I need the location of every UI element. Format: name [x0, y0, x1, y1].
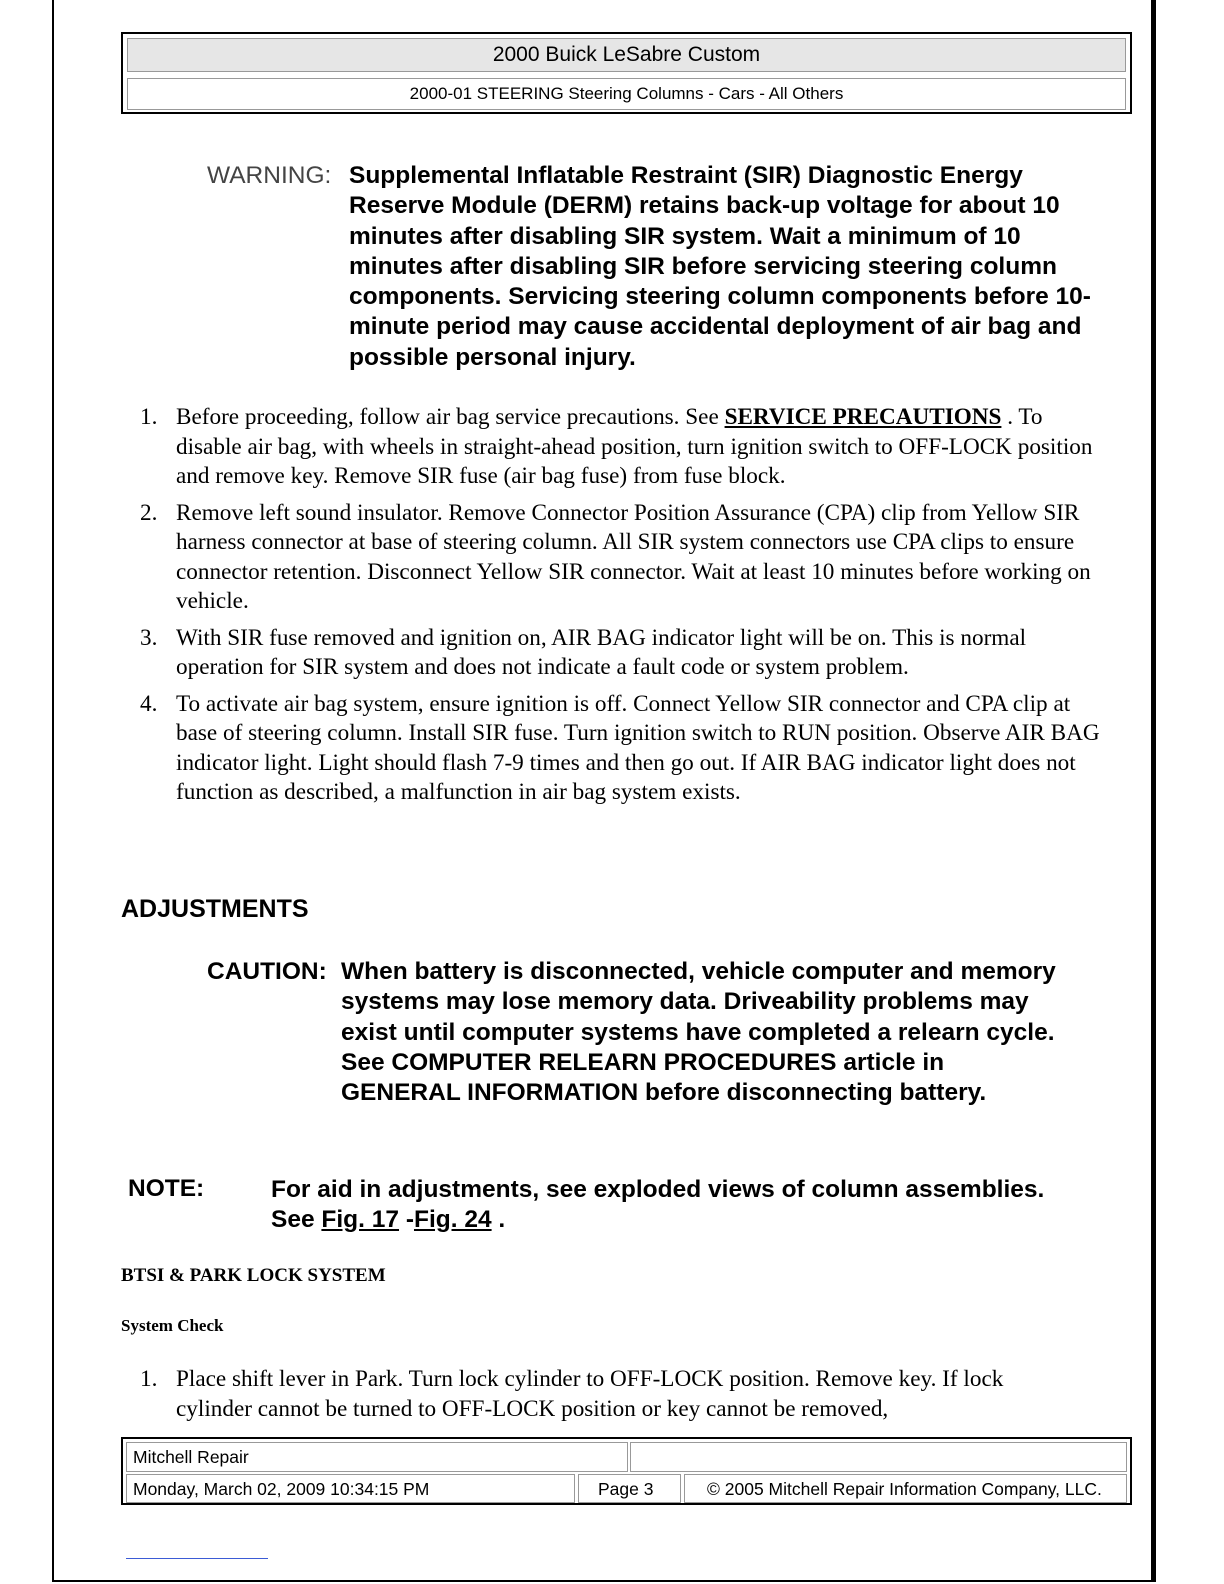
footer-empty-cell	[630, 1442, 1127, 1472]
step-number: 2.	[140, 499, 158, 526]
step-text: To activate air bag system, ensure ignition is off. Connect Yellow SIR connector and CPA clip at base of steering column. Install SIR fuse. Turn ignition switch to RUN position. Observe AIR BAG indicator light. Light should flash 7-9 times and then go out. If AIR BAG indicator light does not function as described, a malfunction in air bag system exists.	[176, 690, 1100, 805]
footer-copyright: © 2005 Mitchell Repair Information Company, LLC.	[684, 1474, 1127, 1503]
list-item	[121, 1365, 1081, 1424]
document-footer	[121, 1437, 1132, 1505]
step-text: Remove left sound insulator. Remove Connector Position Assurance (CPA) clip from Yellow SIR harness connector at base of steering column. All SIR system connectors use CPA clips to ensure connector retention. Disconnect Yellow SIR connector. Wait at least 10 minutes before working on vehicle.	[176, 499, 1091, 614]
warning-label: WARNING:	[207, 162, 332, 189]
footer-page-number: Page 3	[578, 1474, 681, 1503]
step-text-before: Before proceeding, follow air bag service precautions. See	[176, 404, 725, 430]
list-item	[121, 403, 1106, 492]
step-text: With SIR fuse removed and ignition on, AIR BAG indicator light will be on. This is normal operation for SIR system and does not indicate a fault code or system problem.	[176, 624, 1027, 680]
footer-source: Mitchell Repair	[126, 1442, 628, 1472]
document-header	[121, 32, 1132, 114]
note-text	[271, 1175, 1071, 1234]
step-text: Place shift lever in Park. Turn lock cylinder to OFF-LOCK position. Remove key. If lock cylinder cannot be turned to OFF-LOCK position or key cannot be removed,	[176, 1366, 1004, 1422]
airbag-steps-list	[121, 403, 1106, 815]
note-text-mid: -	[399, 1205, 414, 1233]
list-item	[121, 499, 1106, 617]
step-number: 1.	[140, 1366, 158, 1392]
note-text-after: .	[491, 1205, 506, 1233]
note-text-before: For aid in adjustments, see exploded views of column assemblies. See	[271, 1176, 1045, 1233]
caution-label: CAUTION:	[207, 958, 327, 985]
vehicle-title: 2000 Buick LeSabre Custom	[127, 38, 1126, 72]
warning-notice	[207, 161, 1107, 376]
caution-notice	[207, 957, 1107, 1142]
service-precautions-link[interactable]: SERVICE PRECAUTIONS	[724, 404, 1002, 430]
caution-text: When battery is disconnected, vehicle computer and memory systems may lose memory data. Driveability problems may exist until computer systems have completed a relearn cycle. See COMPUTER RELEARN PROCEDURES article in GENERAL INFORMATION before disconnecting battery.	[341, 958, 1056, 1107]
step-number: 4.	[140, 690, 158, 717]
step-text-after: . To disable air bag, with wheels in straight-ahead position, turn ignition switch to OFF-LOCK position and remove key. Remove SIR fuse (air bag fuse) from fuse block.	[176, 404, 1093, 489]
adjustments-heading: ADJUSTMENTS	[121, 895, 309, 923]
note-label: NOTE:	[128, 1175, 205, 1202]
fig-24-link[interactable]: Fig. 24	[413, 1205, 492, 1233]
system-check-heading: System Check	[121, 1316, 224, 1335]
warning-text: Supplemental Inflatable Restraint (SIR) Diagnostic Energy Reserve Module (DERM) retains back-up voltage for about 10 minutes after disabling SIR system. Wait a minimum of 10 minutes after disabling SIR before servicing steering column components. Servicing steering column components before 10-minute period may cause accidental deployment of air bag and possible personal injury.	[349, 162, 1091, 371]
section-subtitle: 2000-01 STEERING Steering Columns - Cars - All Others	[127, 78, 1126, 110]
list-item	[121, 690, 1106, 808]
footer-date: Monday, March 02, 2009 10:34:15 PM	[126, 1474, 575, 1503]
fig-17-link[interactable]: Fig. 17	[321, 1205, 400, 1233]
decorative-blue-line	[126, 1558, 268, 1559]
step-number: 3.	[140, 624, 158, 651]
step-number: 1.	[140, 404, 158, 430]
list-item	[121, 624, 1106, 683]
system-check-steps-list	[121, 1365, 1081, 1431]
btsi-heading: BTSI & PARK LOCK SYSTEM	[121, 1265, 386, 1286]
